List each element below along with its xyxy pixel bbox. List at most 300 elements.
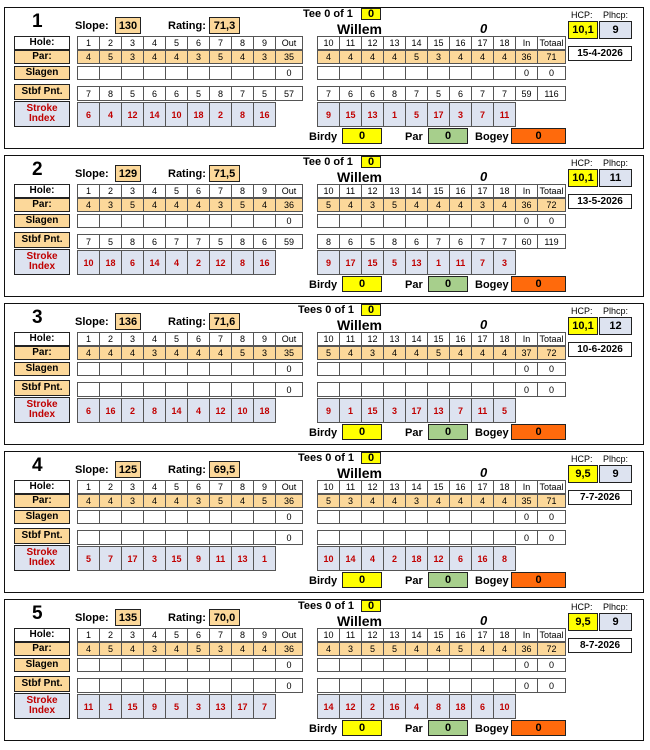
slagen-input[interactable]: [99, 214, 122, 228]
slagen-input[interactable]: [361, 658, 384, 672]
stroke-index-cell: 14: [339, 546, 362, 571]
par-cell: 5: [209, 494, 232, 508]
front-stroke-index-row: [77, 546, 276, 571]
stroke-index-cell: 13: [405, 250, 428, 275]
par-row-label: Par:: [14, 494, 70, 508]
slagen-input[interactable]: [121, 658, 144, 672]
stbf-cell: 5: [209, 234, 232, 249]
tee-value: 0: [361, 156, 381, 168]
par-in: 36: [515, 642, 538, 656]
slagen-input[interactable]: [361, 66, 384, 80]
hole-number: 5: [165, 36, 188, 50]
birdy-count: 0: [342, 276, 382, 292]
par-cell: 4: [493, 198, 516, 212]
slagen-input[interactable]: [449, 510, 472, 524]
stroke-index-cell: 15: [121, 694, 144, 719]
hole-number: 16: [449, 332, 472, 346]
stbf-cell: [449, 678, 472, 693]
stroke-index-cell: 1: [383, 102, 406, 127]
slagen-input[interactable]: [253, 66, 276, 80]
slagen-input[interactable]: [187, 362, 210, 376]
slagen-input[interactable]: [77, 66, 100, 80]
front-stbf-row: [77, 382, 303, 397]
slagen-input[interactable]: [383, 658, 406, 672]
slagen-input[interactable]: [339, 510, 362, 524]
stroke-index-cell: 15: [339, 102, 362, 127]
slagen-input[interactable]: [121, 214, 144, 228]
stbf-cell: 7: [165, 234, 188, 249]
stroke-index-cell: 16: [253, 250, 276, 275]
slagen-input[interactable]: [253, 658, 276, 672]
slagen-input[interactable]: [361, 214, 384, 228]
slagen-input[interactable]: [317, 658, 340, 672]
stroke-index-cell: 2: [121, 398, 144, 423]
hole-number: 11: [339, 332, 362, 346]
par-cell: 5: [209, 50, 232, 64]
slagen-input[interactable]: [471, 510, 494, 524]
slagen-input[interactable]: [187, 214, 210, 228]
back-par-row: [317, 50, 566, 64]
stroke-index-cell: 3: [143, 546, 166, 571]
slagen-input[interactable]: [493, 658, 516, 672]
stroke-index-cell: 14: [143, 250, 166, 275]
hole-number: 12: [361, 36, 384, 50]
hole-number: 7: [209, 480, 232, 494]
slagen-input[interactable]: [471, 362, 494, 376]
slagen-input[interactable]: [449, 362, 472, 376]
out-label: Out: [275, 628, 303, 642]
stbf-cell: 8: [121, 234, 144, 249]
stroke-index-cell: 2: [187, 250, 210, 275]
slagen-input[interactable]: [253, 214, 276, 228]
back-slagen-row: [317, 658, 566, 672]
hole-number: 9: [253, 480, 276, 494]
round-date: 15-4-2026: [568, 46, 632, 61]
stroke-index-cell: 8: [231, 250, 254, 275]
back-stroke-index-row: [317, 398, 516, 423]
slagen-input[interactable]: [165, 510, 188, 524]
stroke-index-cell: 6: [121, 250, 144, 275]
stbf-cell: 6: [253, 234, 276, 249]
rating-label: Rating:: [168, 612, 206, 624]
slagen-input[interactable]: [317, 362, 340, 376]
par-cell: 4: [253, 642, 276, 656]
stbf-out: 0: [275, 678, 303, 693]
stroke-index-row-label: Stroke Index: [14, 397, 70, 423]
front-par-row: [77, 642, 303, 656]
slagen-input[interactable]: [493, 510, 516, 524]
hcp-label: HCP:: [571, 454, 593, 464]
front-slagen-row: [77, 66, 303, 80]
slope-value: 130: [115, 17, 141, 34]
slagen-input[interactable]: [383, 510, 406, 524]
slagen-input[interactable]: [427, 214, 450, 228]
stroke-index-cell: 11: [449, 250, 472, 275]
hole-number: 1: [77, 332, 100, 346]
slagen-input[interactable]: [99, 362, 122, 376]
par-row-label: Par:: [14, 198, 70, 212]
player-score: 0: [480, 465, 488, 480]
stbf-cell: 8: [317, 234, 340, 249]
slagen-input[interactable]: [231, 658, 254, 672]
front-hole-header: [77, 36, 303, 50]
player-score: 0: [480, 169, 488, 184]
rating-value: 71,5: [209, 165, 240, 182]
slagen-input[interactable]: [165, 214, 188, 228]
hole-number: 10: [317, 184, 340, 198]
slagen-input[interactable]: [339, 658, 362, 672]
stbf-out: 0: [275, 530, 303, 545]
slagen-input[interactable]: [231, 510, 254, 524]
bogey-count: 0: [511, 128, 566, 144]
player-name: Willem: [337, 169, 382, 185]
back-stroke-index-row: [317, 102, 516, 127]
slope-label: Slope:: [75, 20, 109, 32]
hole-number: 7: [209, 184, 232, 198]
slagen-input[interactable]: [361, 510, 384, 524]
slagen-input[interactable]: [493, 362, 516, 376]
slagen-total: 0: [537, 362, 566, 376]
par-cell: 4: [165, 198, 188, 212]
stroke-index-cell: 5: [383, 250, 406, 275]
back-stbf-row: [317, 530, 566, 545]
hole-number: 5: [165, 184, 188, 198]
slagen-input[interactable]: [471, 66, 494, 80]
slagen-total: 0: [537, 214, 566, 228]
hole-number: 16: [449, 184, 472, 198]
hole-number: 2: [99, 184, 122, 198]
stroke-index-cell: 9: [317, 250, 340, 275]
plhcp-value: 12: [599, 317, 632, 335]
slagen-input[interactable]: [231, 66, 254, 80]
slagen-input[interactable]: [77, 510, 100, 524]
stroke-index-cell: 11: [209, 546, 232, 571]
par-cell: 4: [317, 50, 340, 64]
stbf-cell: [383, 530, 406, 545]
stbf-out: 0: [275, 382, 303, 397]
slagen-input[interactable]: [405, 658, 428, 672]
slagen-input[interactable]: [253, 510, 276, 524]
par-cell: 3: [339, 494, 362, 508]
hole-number: 6: [187, 628, 210, 642]
slagen-input[interactable]: [209, 214, 232, 228]
tee-label: Tees 0 of 1: [298, 600, 355, 612]
par-cell: 4: [427, 198, 450, 212]
slagen-input[interactable]: [209, 658, 232, 672]
slagen-input[interactable]: [143, 362, 166, 376]
slagen-input[interactable]: [383, 214, 406, 228]
slagen-input[interactable]: [339, 214, 362, 228]
slagen-input[interactable]: [99, 66, 122, 80]
front-stbf-row: [77, 86, 303, 101]
slagen-input[interactable]: [165, 66, 188, 80]
slagen-input[interactable]: [339, 66, 362, 80]
slope-value: 125: [115, 461, 141, 478]
stbf-cell: 7: [317, 86, 340, 101]
stroke-index-cell: 3: [187, 694, 210, 719]
slagen-input[interactable]: [143, 658, 166, 672]
stroke-index-cell: 11: [493, 102, 516, 127]
slagen-input[interactable]: [143, 66, 166, 80]
front-stroke-index-row: [77, 694, 276, 719]
stbf-cell: 7: [493, 234, 516, 249]
par-cell: 5: [361, 642, 384, 656]
slagen-input[interactable]: [77, 362, 100, 376]
slagen-input[interactable]: [405, 214, 428, 228]
tee-value: 0: [361, 304, 381, 316]
slagen-input[interactable]: [231, 214, 254, 228]
stbf-cell: 5: [187, 86, 210, 101]
stbf-cell: [317, 678, 340, 693]
front-stroke-index-row: [77, 250, 276, 275]
stbf-cell: [361, 678, 384, 693]
slagen-input[interactable]: [165, 362, 188, 376]
slagen-input[interactable]: [449, 658, 472, 672]
stroke-index-cell: 3: [449, 102, 472, 127]
stroke-index-cell: 11: [471, 398, 494, 423]
par-cell: 5: [383, 198, 406, 212]
slagen-input[interactable]: [121, 510, 144, 524]
hole-number: 1: [77, 184, 100, 198]
stroke-index-row-label: Stroke Index: [14, 693, 70, 719]
slagen-input[interactable]: [187, 510, 210, 524]
stroke-index-cell: 16: [383, 694, 406, 719]
slagen-input[interactable]: [405, 510, 428, 524]
stbf-cell: [361, 530, 384, 545]
slagen-input[interactable]: [187, 66, 210, 80]
stbf-cell: [99, 530, 122, 545]
slagen-input[interactable]: [383, 362, 406, 376]
bogey-label: Bogey: [475, 279, 509, 291]
stroke-index-cell: 1: [253, 546, 276, 571]
slagen-total: 0: [537, 658, 566, 672]
stroke-index-cell: 18: [187, 102, 210, 127]
slagen-input[interactable]: [143, 214, 166, 228]
slagen-input[interactable]: [77, 214, 100, 228]
par-cell: 4: [231, 494, 254, 508]
hole-number: 4: [143, 332, 166, 346]
round-date: 7-7-2026: [568, 490, 632, 505]
out-label: Out: [275, 184, 303, 198]
hole-number: 14: [405, 36, 428, 50]
par-cell: 4: [187, 198, 210, 212]
stroke-index-cell: 16: [471, 546, 494, 571]
hcp-value: 9,5: [568, 613, 598, 631]
stbf-cell: 8: [383, 234, 406, 249]
par-cell: 5: [449, 642, 472, 656]
slagen-input[interactable]: [231, 362, 254, 376]
slagen-input[interactable]: [405, 66, 428, 80]
slagen-input[interactable]: [121, 66, 144, 80]
slagen-input[interactable]: [99, 510, 122, 524]
stbf-cell: 6: [339, 234, 362, 249]
slagen-input[interactable]: [317, 214, 340, 228]
stbf-cell: [231, 530, 254, 545]
stbf-cell: 6: [339, 86, 362, 101]
stbf-cell: [405, 382, 428, 397]
stroke-index-cell: 5: [77, 546, 100, 571]
slagen-input[interactable]: [449, 214, 472, 228]
hole-number: 17: [471, 628, 494, 642]
par-cell: 3: [405, 494, 428, 508]
hole-number: 10: [317, 332, 340, 346]
back-hole-header: [317, 184, 566, 198]
slagen-input[interactable]: [253, 362, 276, 376]
stbf-cell: [187, 678, 210, 693]
front-stroke-index-row: [77, 398, 276, 423]
hole-number: 11: [339, 36, 362, 50]
hole-number: 17: [471, 332, 494, 346]
slagen-input[interactable]: [405, 362, 428, 376]
par-total: 71: [537, 494, 566, 508]
hole-number: 5: [165, 480, 188, 494]
slagen-input[interactable]: [187, 658, 210, 672]
hole-row-label: Hole:: [14, 184, 70, 198]
slagen-input[interactable]: [209, 510, 232, 524]
par-cell: 5: [187, 642, 210, 656]
plhcp-label: Plhcp:: [603, 10, 629, 20]
par-cell: 4: [383, 50, 406, 64]
stbf-cell: [143, 678, 166, 693]
hcp-value: 10,1: [568, 21, 598, 39]
slagen-input[interactable]: [471, 214, 494, 228]
tee-value: 0: [361, 8, 381, 20]
stroke-index-cell: 18: [253, 398, 276, 423]
slagen-input[interactable]: [317, 66, 340, 80]
slagen-input[interactable]: [99, 658, 122, 672]
stroke-index-cell: 10: [231, 398, 254, 423]
slagen-input[interactable]: [471, 658, 494, 672]
stbf-cell: 8: [99, 86, 122, 101]
par-out: 36: [275, 494, 303, 508]
stroke-index-cell: 7: [99, 546, 122, 571]
hole-number: 11: [339, 480, 362, 494]
stbf-cell: 6: [361, 86, 384, 101]
par-cell: 4: [471, 50, 494, 64]
slagen-input[interactable]: [361, 362, 384, 376]
par-cell: 4: [77, 198, 100, 212]
slagen-input[interactable]: [427, 362, 450, 376]
slagen-input[interactable]: [449, 66, 472, 80]
stbf-cell: [121, 678, 144, 693]
slagen-input[interactable]: [427, 66, 450, 80]
par-cell: 4: [99, 346, 122, 360]
stbf-cell: [339, 678, 362, 693]
round-number: 1: [32, 11, 43, 32]
stroke-index-cell: 17: [339, 250, 362, 275]
in-label: In: [515, 628, 538, 642]
stbf-cell: 6: [449, 86, 472, 101]
slagen-input[interactable]: [317, 510, 340, 524]
front-stroke-index-row: [77, 102, 276, 127]
stroke-index-cell: 4: [165, 250, 188, 275]
par-cell: 3: [99, 198, 122, 212]
par-cell: 4: [493, 642, 516, 656]
par-cell: 3: [143, 642, 166, 656]
hole-number: 6: [187, 480, 210, 494]
stroke-index-cell: 14: [143, 102, 166, 127]
par-total: 72: [537, 198, 566, 212]
slagen-input[interactable]: [383, 66, 406, 80]
stbf-cell: 5: [427, 86, 450, 101]
player-score: 0: [480, 21, 488, 36]
par-cell: 4: [383, 494, 406, 508]
hole-number: 14: [405, 628, 428, 642]
stbf-cell: 7: [427, 234, 450, 249]
par-cell: 3: [121, 50, 144, 64]
slagen-input[interactable]: [493, 66, 516, 80]
stbf-cell: [209, 382, 232, 397]
slagen-input[interactable]: [339, 362, 362, 376]
stroke-index-cell: 13: [209, 694, 232, 719]
hole-number: 9: [253, 36, 276, 50]
bogey-label: Bogey: [475, 723, 509, 735]
stbf-cell: 7: [405, 86, 428, 101]
hole-number: 13: [383, 332, 406, 346]
hole-row-label: Hole:: [14, 628, 70, 642]
stbf-total: 0: [537, 382, 566, 397]
slope-label: Slope:: [75, 464, 109, 476]
par-cell: 4: [471, 346, 494, 360]
par-cell: 3: [209, 198, 232, 212]
slagen-input[interactable]: [77, 658, 100, 672]
hole-number: 2: [99, 480, 122, 494]
hole-row-label: Hole:: [14, 36, 70, 50]
slagen-input[interactable]: [165, 658, 188, 672]
par-in: 35: [515, 494, 538, 508]
par-cell: 4: [405, 198, 428, 212]
hole-number: 3: [121, 184, 144, 198]
stroke-index-cell: 7: [253, 694, 276, 719]
hole-number: 17: [471, 480, 494, 494]
stroke-index-cell: 1: [99, 694, 122, 719]
slagen-input[interactable]: [121, 362, 144, 376]
stbf-cell: [165, 678, 188, 693]
par-cell: 5: [317, 346, 340, 360]
stroke-index-cell: 9: [187, 546, 210, 571]
par-cell: 4: [493, 50, 516, 64]
hole-number: 6: [187, 36, 210, 50]
hole-row-label: Hole:: [14, 332, 70, 346]
stroke-index-cell: 10: [77, 250, 100, 275]
stbf-cell: [253, 382, 276, 397]
slagen-input[interactable]: [209, 66, 232, 80]
par-total: 71: [537, 50, 566, 64]
par-row-label: Par:: [14, 346, 70, 360]
slagen-input[interactable]: [493, 214, 516, 228]
back-par-row: [317, 346, 566, 360]
stroke-index-cell: 4: [405, 694, 428, 719]
rating-label: Rating:: [168, 316, 206, 328]
par-cell: 4: [339, 346, 362, 360]
hole-number: 3: [121, 480, 144, 494]
par-cell: 5: [317, 198, 340, 212]
par-cell: 4: [317, 642, 340, 656]
stbf-cell: [231, 678, 254, 693]
slagen-input[interactable]: [209, 362, 232, 376]
stbf-cell: [449, 382, 472, 397]
player-name: Willem: [337, 317, 382, 333]
stbf-cell: [317, 530, 340, 545]
slagen-input[interactable]: [427, 658, 450, 672]
slagen-input[interactable]: [143, 510, 166, 524]
slagen-input[interactable]: [427, 510, 450, 524]
bogey-label: Bogey: [475, 575, 509, 587]
hole-number: 14: [405, 480, 428, 494]
stbf-cell: 7: [231, 86, 254, 101]
stbf-cell: 7: [493, 86, 516, 101]
stroke-index-cell: 15: [361, 398, 384, 423]
